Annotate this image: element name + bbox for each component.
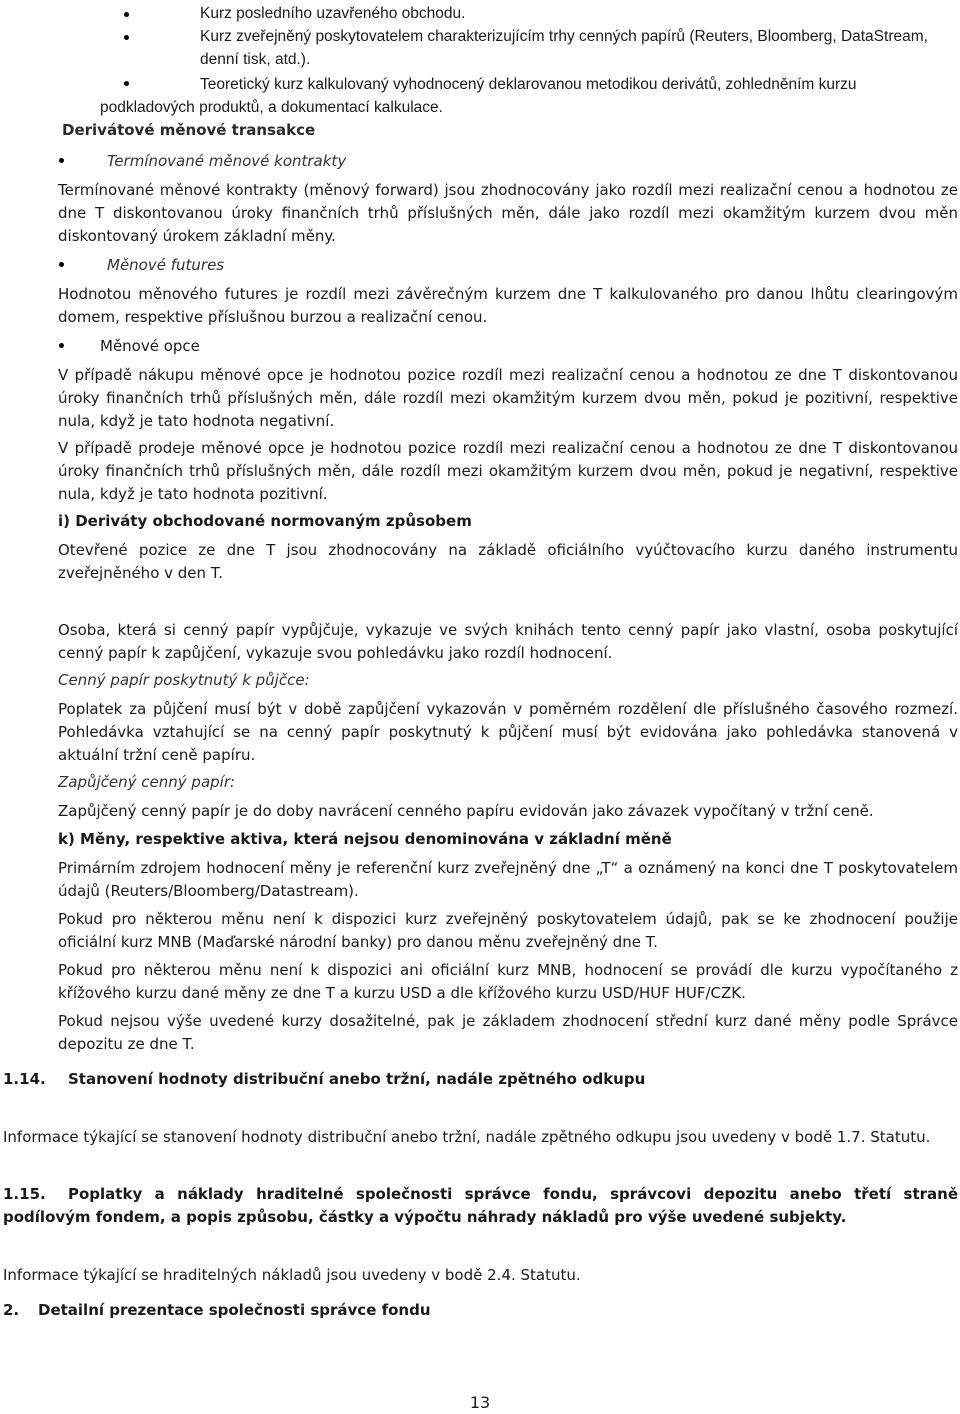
- page-number: 13: [469, 1393, 491, 1412]
- top-bullet-3: Teoretický kurz kalkulovaný vyhodnocený deklarovanou metodikou derivátů, zohledněním kurzu podkladových produktů, a dokumentací kalkulace.: [100, 76, 857, 116]
- section-k-p3: Pokud pro některou měnu není k dispozici ani oficiální kurz MNB, hodnocení se provádí dle kurzu vypočítaného z křížového kurzu dané měny ze dne T a kurzu USD a dle křížového kurzu USD/HUF HUF/CZK.: [58, 961, 958, 1002]
- forward-text: Termínované měnové kontrakty (měnový forward) jsou zhodnocovány jako rozdíl mezi realizační cenou a hodnotou ze dne T diskontovanou úroky finančních trhů příslušných měn, dále jako rozdíl mezi okamžitým kurzem dvou měn diskontovaný úrokem základní měny.: [58, 181, 958, 245]
- borrowed-label: Zapůjčený cenný papír:: [58, 773, 236, 791]
- bullet-dot: [124, 12, 129, 17]
- section-2-title: Detailní prezentace společnosti správce fondu: [38, 1301, 431, 1319]
- section-k-p1: Primárním zdrojem hodnocení měny je referenční kurz zveřejněný dne „T“ a oznámený na konci dne T poskytovatelem údajů (Reuters/Bloomberg/Datastream).: [58, 859, 958, 900]
- section-2-number: 2.: [3, 1301, 20, 1319]
- options-label: Měnové opce: [100, 337, 200, 355]
- section-1-15-title: Poplatky a náklady hraditelné společnosti správce fondu, správcovi depozitu anebo třetí straně podílovým fondem, a popis způsobu, částky a výpočtu náhrady nákladů pro výše uvedené subjekty.: [3, 1185, 958, 1226]
- section-k-p2: Pokud pro některou měnu není k dispozici kurz zveřejněný poskytovatelem údajů, pak se ke zhodnocení použije oficiální kurz MNB (Maďarské národní banky) pro danou měnu zveřejněný dne T.: [58, 910, 958, 951]
- top-bullet-2: Kurz zveřejněný poskytovatelem charakterizujícím trhy cenných papírů (Reuters, Bloomberg, DataStream, denní tisk, atd.).: [200, 28, 928, 68]
- section-1-15-number: 1.15.: [3, 1185, 46, 1203]
- futures-text: Hodnotou měnového futures je rozdíl mezi závěrečným kurzem dne T kalkulovaného pro danou lhůtu clearingovým domem, respektive příslušnou burzou a realizační cenou.: [58, 285, 958, 326]
- options-sell-text: V případě prodeje měnové opce je hodnotou pozice rozdíl mezi realizační cenou a hodnotou ze dne T diskontovanou úroky finančních trhů příslušných měn, dále rozdíl mezi okamžitým kurzem dvou měn, pokud je negativní, respektive nula, když je tato hodnota pozitivní.: [58, 439, 958, 503]
- section-1-15-text: Informace týkající se hraditelných nákladů jsou uvedeny v bodě 2.4. Statutu.: [3, 1266, 581, 1284]
- borrowed-text: Zapůjčený cenný papír je do doby navrácení cenného papíru evidován jako závazek vypočítaný v tržní ceně.: [58, 802, 874, 820]
- forward-label: Termínované měnové kontrakty: [107, 152, 347, 170]
- lent-label: Cenný papír poskytnutý k půjčce:: [58, 671, 310, 689]
- bullet-dot: [124, 35, 129, 40]
- section-i-text: Otevřené pozice ze dne T jsou zhodnocovány na základě oficiálního vyúčtovacího kurzu daného instrumentu zveřejněného v den T.: [58, 541, 958, 582]
- futures-label: Měnové futures: [107, 256, 225, 274]
- section-1-14-title: Stanovení hodnoty distribuční anebo tržní, nadále zpětného odkupu: [68, 1070, 646, 1088]
- bullet-dot: [59, 262, 64, 267]
- lent-text: Poplatek za půjčení musí být v době zapůjčení vykazován v poměrném rozdělení dle příslušného časového rozmezí. Pohledávka vztahující se na cenný papír poskytnutý k půjčení musí být evidována jako pohledávka stanovená v aktuální tržní ceně papíru.: [58, 700, 958, 764]
- top-bullet-1: Kurz posledního uzavřeného obchodu.: [200, 5, 466, 22]
- derivatives-heading: Derivátové měnové transakce: [62, 121, 316, 139]
- section-k-heading: k) Měny, respektive aktiva, která nejsou denominována v základní měně: [58, 830, 672, 848]
- section-1-14-text: Informace týkající se stanovení hodnoty distribuční anebo tržní, nadále zpětného odkupu jsou uvedeny v bodě 1.7. Statutu.: [3, 1128, 931, 1146]
- bullet-dot: [59, 158, 64, 163]
- section-1-14-number: 1.14.: [3, 1070, 46, 1088]
- lending-text: Osoba, která si cenný papír vypůjčuje, vykazuje ve svých knihách tento cenný papír jako vlastní, osoba poskytující cenný papír k zapůjčení, vykazuje svou pohledávku jako rozdíl hodnocení.: [58, 621, 958, 662]
- options-buy-text: V případě nákupu měnové opce je hodnotou pozice rozdíl mezi realizační cenou a hodnotou ze dne T diskontovanou úroky finančních trhů příslušných měn, dále rozdíl mezi okamžitým kurzem dvou měn, pokud je pozitivní, respektive nula, když je tato hodnota negativní.: [58, 366, 958, 430]
- section-i-heading: i) Deriváty obchodované normovaným způsobem: [58, 512, 472, 530]
- bullet-dot: [59, 343, 64, 348]
- section-k-p4: Pokud nejsou výše uvedené kurzy dosažitelné, pak je základem zhodnocení střední kurz dané měny podle Správce depozitu ze dne T.: [58, 1012, 958, 1053]
